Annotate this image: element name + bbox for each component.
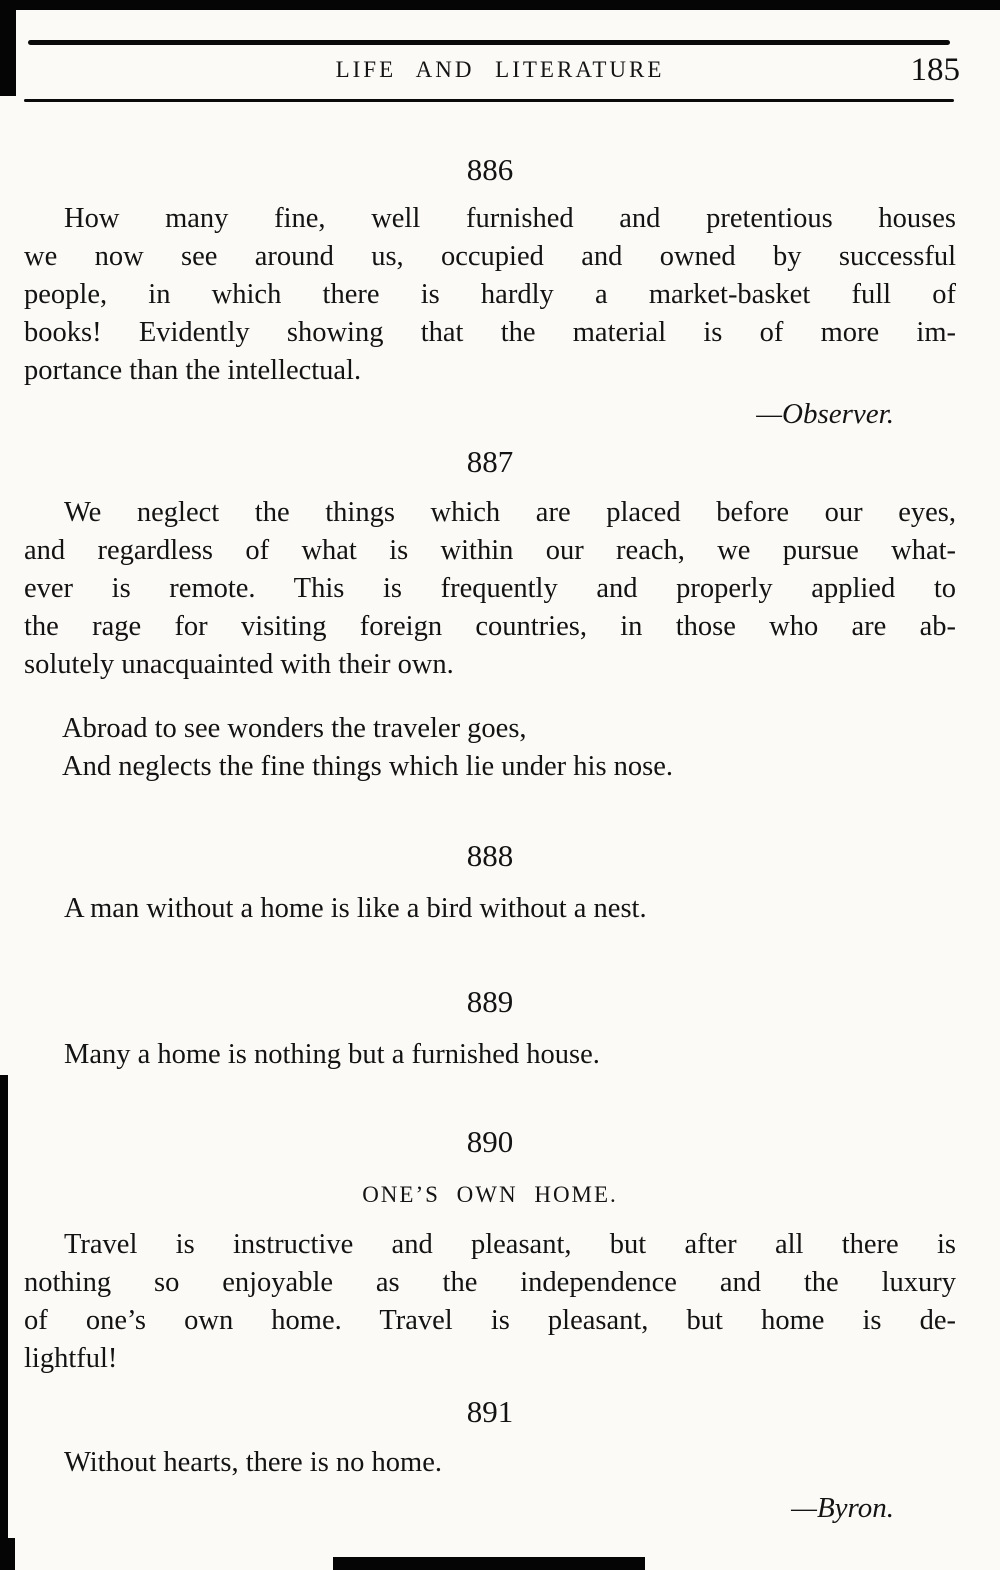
verse xyxy=(24,710,956,786)
body-line: portance than the intellectual. xyxy=(24,355,362,386)
body-line: How many fine, well furnished and pretentious houses xyxy=(64,203,956,234)
entry-891 xyxy=(24,1394,956,1526)
entry-number: 886 xyxy=(466,152,514,187)
body-line: Travel is instructive and pleasant, but after all there is xyxy=(64,1229,956,1260)
body-line: ever is remote. This is frequently and properly applied to xyxy=(24,573,956,604)
section-heading: ONE’S OWN HOME. xyxy=(362,1182,618,1207)
entry-886 xyxy=(24,152,956,432)
body-line: the rage for visiting foreign countries, in those who are ab- xyxy=(24,611,956,642)
attribution: —Byron. xyxy=(791,1492,894,1524)
body-line: books! Evidently showing that the material is of more im- xyxy=(24,317,956,348)
entry-number: 891 xyxy=(466,1394,514,1429)
body-line: we now see around us, occupied and owned by successful xyxy=(24,241,956,272)
attribution: —Observer. xyxy=(756,398,894,430)
body-line: Without hearts, there is no home. xyxy=(64,1447,442,1478)
body-line: lightful! xyxy=(24,1343,118,1374)
verse-line: Abroad to see wonders the traveler goes, xyxy=(62,713,527,744)
body-line: We neglect the things which are placed before our eyes, xyxy=(64,497,956,528)
scan-artifact-bottom-bar xyxy=(333,1557,645,1570)
page-title: LIFE AND LITERATURE xyxy=(335,57,665,82)
page-content xyxy=(24,110,956,1526)
body-line: of one’s own home. Travel is pleasant, but home is de- xyxy=(24,1305,956,1336)
verse-line: And neglects the fine things which lie under his nose. xyxy=(62,751,674,782)
body-line: people, in which there is hardly a market-basket full of xyxy=(24,279,956,310)
body-line: solutely unacquainted with their own. xyxy=(24,649,454,680)
entry-number: 887 xyxy=(466,444,514,479)
body-line: and regardless of what is within our reach, we pursue what- xyxy=(24,535,956,566)
body-line: A man without a home is like a bird without a nest. xyxy=(64,893,647,924)
header-rule-bottom xyxy=(24,99,954,102)
header-rule-top xyxy=(28,40,950,45)
scan-artifact-top-bar xyxy=(0,0,1000,10)
page-number: 185 xyxy=(910,52,960,88)
entry-number: 888 xyxy=(466,838,514,873)
entry-888 xyxy=(24,838,956,928)
entry-number: 889 xyxy=(466,984,514,1019)
entry-890 xyxy=(24,1124,956,1378)
entry-number: 890 xyxy=(466,1124,514,1159)
scan-artifact-bottom-left xyxy=(0,1538,15,1570)
entry-887 xyxy=(24,444,956,786)
body-line: nothing so enjoyable as the independence and the luxury xyxy=(24,1267,956,1298)
entry-889 xyxy=(24,984,956,1074)
scan-artifact-left-strip xyxy=(0,1075,8,1570)
body-line: Many a home is nothing but a furnished house. xyxy=(64,1039,600,1070)
